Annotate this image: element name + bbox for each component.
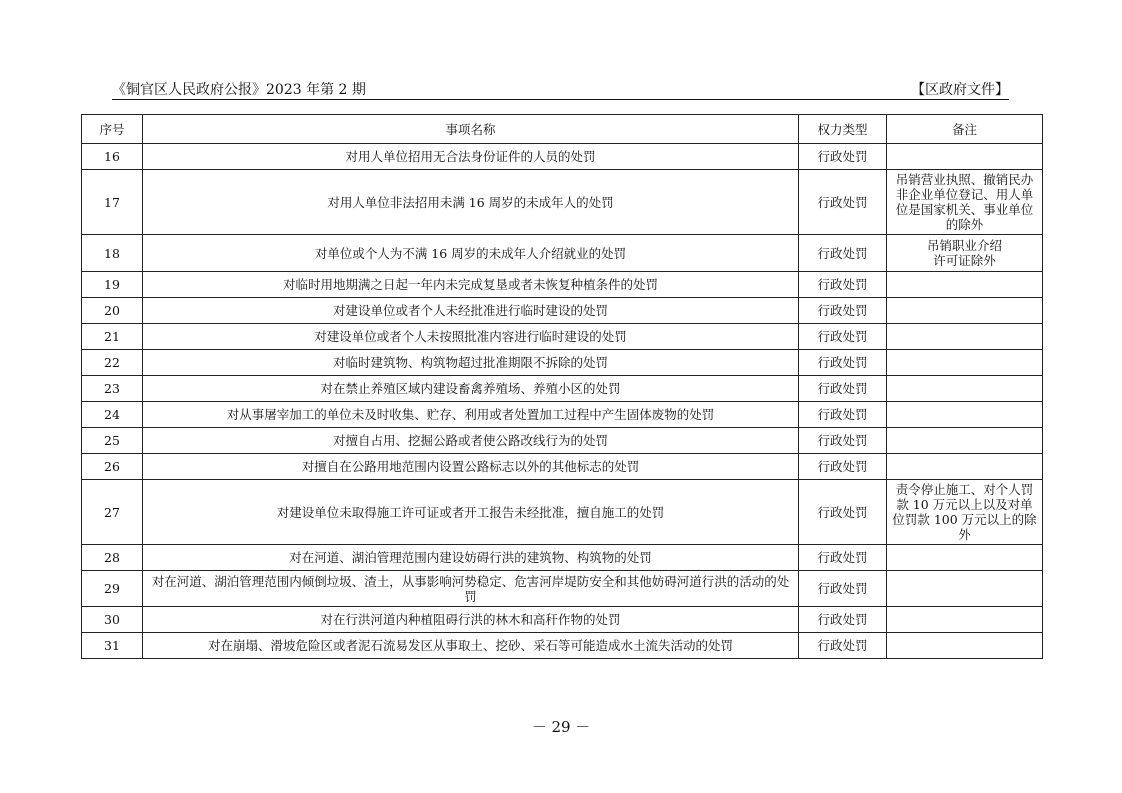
power-type: 行政处罚 — [799, 428, 887, 454]
item-name: 对擅自在公路用地范围内设置公路标志以外的其他标志的处罚 — [143, 454, 799, 480]
row-number: 27 — [82, 480, 143, 545]
remark: 责令停止施工、对个人罚款 10 万元以上以及对单位罚款 100 万元以上的除外 — [887, 480, 1043, 545]
remark — [887, 633, 1043, 659]
item-name: 对在行洪河道内种植阻碍行洪的林木和高秆作物的处罚 — [143, 607, 799, 633]
item-name: 对建设单位未取得施工许可证或者开工报告未经批准，擅自施工的处罚 — [143, 480, 799, 545]
row-number: 22 — [82, 350, 143, 376]
remark — [887, 607, 1043, 633]
row-number: 29 — [82, 571, 143, 607]
row-number: 21 — [82, 324, 143, 350]
row-number: 17 — [82, 170, 143, 235]
power-type: 行政处罚 — [799, 324, 887, 350]
table-row — [82, 170, 1043, 235]
remark — [887, 571, 1043, 607]
table-row — [82, 235, 1043, 272]
remark: 吊销营业执照、撤销民办非企业单位登记、用人单位是国家机关、事业单位的除外 — [887, 170, 1043, 235]
power-type: 行政处罚 — [799, 144, 887, 170]
table-row — [82, 324, 1043, 350]
row-number: 30 — [82, 607, 143, 633]
remark — [887, 545, 1043, 571]
column-header-type: 权力类型 — [799, 115, 887, 144]
item-name: 对用人单位非法招用未满 16 周岁的未成年人的处罚 — [143, 170, 799, 235]
gazette-title: 《铜官区人民政府公报》2023 年第 2 期 — [112, 82, 366, 98]
item-name: 对建设单位或者个人未经批准进行临时建设的处罚 — [143, 298, 799, 324]
power-type: 行政处罚 — [799, 454, 887, 480]
row-number: 23 — [82, 376, 143, 402]
column-header-name: 事项名称 — [143, 115, 799, 144]
row-number: 31 — [82, 633, 143, 659]
table-row — [82, 272, 1043, 298]
item-name: 对临时建筑物、构筑物超过批准期限不拆除的处罚 — [143, 350, 799, 376]
remark — [887, 376, 1043, 402]
table-row — [82, 571, 1043, 607]
row-number: 24 — [82, 402, 143, 428]
item-name: 对单位或个人为不满 16 周岁的未成年人介绍就业的处罚 — [143, 235, 799, 272]
power-type: 行政处罚 — [799, 607, 887, 633]
table-row — [82, 607, 1043, 633]
item-name: 对在禁止养殖区域内建设畜禽养殖场、养殖小区的处罚 — [143, 376, 799, 402]
power-type: 行政处罚 — [799, 480, 887, 545]
item-name: 对用人单位招用无合法身份证件的人员的处罚 — [143, 144, 799, 170]
item-name: 对在河道、湖泊管理范围内建设妨碍行洪的建筑物、构筑物的处罚 — [143, 545, 799, 571]
row-number: 25 — [82, 428, 143, 454]
table-row — [82, 402, 1043, 428]
row-number: 18 — [82, 235, 143, 272]
table-row — [82, 480, 1043, 545]
row-number: 16 — [82, 144, 143, 170]
table-row — [82, 633, 1043, 659]
remark — [887, 144, 1043, 170]
table-header-row — [82, 115, 1043, 144]
power-list-table — [81, 114, 1043, 659]
page-number: － 29 － — [531, 718, 591, 736]
remark — [887, 298, 1043, 324]
table-row — [82, 144, 1043, 170]
power-type: 行政处罚 — [799, 545, 887, 571]
table-row — [82, 350, 1043, 376]
column-header-no: 序号 — [82, 115, 143, 144]
power-type: 行政处罚 — [799, 571, 887, 607]
section-label: 【区政府文件】 — [911, 82, 1009, 98]
row-number: 26 — [82, 454, 143, 480]
item-name: 对在崩塌、滑坡危险区或者泥石流易发区从事取土、挖砂、采石等可能造成水土流失活动的处罚 — [143, 633, 799, 659]
item-name: 对擅自占用、挖掘公路或者使公路改线行为的处罚 — [143, 428, 799, 454]
power-type: 行政处罚 — [799, 402, 887, 428]
power-type: 行政处罚 — [799, 235, 887, 272]
table-row — [82, 545, 1043, 571]
row-number: 28 — [82, 545, 143, 571]
table-row — [82, 376, 1043, 402]
page-header — [112, 77, 1009, 100]
item-name: 对建设单位或者个人未按照批准内容进行临时建设的处罚 — [143, 324, 799, 350]
table-row — [82, 428, 1043, 454]
power-type: 行政处罚 — [799, 350, 887, 376]
table-row — [82, 298, 1043, 324]
item-name: 对从事屠宰加工的单位未及时收集、贮存、利用或者处置加工过程中产生固体废物的处罚 — [143, 402, 799, 428]
item-name: 对在河道、湖泊管理范围内倾倒垃圾、渣土，从事影响河势稳定、危害河岸堤防安全和其他妨碍河道行洪的活动的处罚 — [143, 571, 799, 607]
remark — [887, 428, 1043, 454]
remark — [887, 272, 1043, 298]
power-type: 行政处罚 — [799, 272, 887, 298]
row-number: 20 — [82, 298, 143, 324]
remark — [887, 350, 1043, 376]
power-type: 行政处罚 — [799, 170, 887, 235]
remark — [887, 454, 1043, 480]
item-name: 对临时用地期满之日起一年内未完成复垦或者未恢复种植条件的处罚 — [143, 272, 799, 298]
remark — [887, 324, 1043, 350]
column-header-note: 备注 — [887, 115, 1043, 144]
remark-line-2: 许可证除外 — [933, 253, 996, 268]
power-type: 行政处罚 — [799, 298, 887, 324]
power-type: 行政处罚 — [799, 376, 887, 402]
remark-line-1: 吊销职业介绍 — [926, 238, 1002, 253]
remark — [887, 235, 1043, 272]
row-number: 19 — [82, 272, 143, 298]
power-type: 行政处罚 — [799, 633, 887, 659]
table-row — [82, 454, 1043, 480]
remark — [887, 402, 1043, 428]
